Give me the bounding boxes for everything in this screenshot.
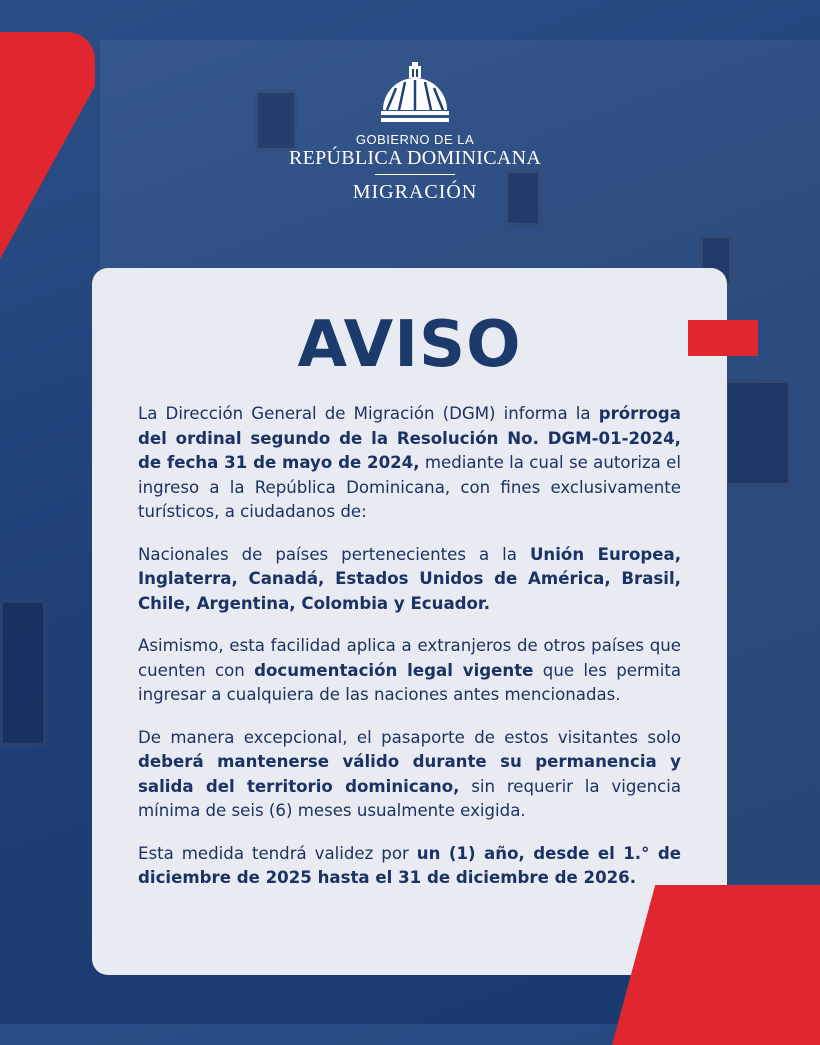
notice-title: AVISO [297, 308, 522, 382]
bold-text: deberá mantenerse válido durante su permanencia y salida del territorio dominicano, [138, 752, 681, 796]
logo-divider [375, 174, 455, 175]
background-window [725, 380, 791, 486]
notice-body [138, 402, 681, 909]
text: Asimismo, esta facilidad aplica a extranjeros de otros países que cuenten con [138, 636, 681, 680]
logo-line-republica: REPÚBLICA DOMINICANA [288, 147, 542, 169]
paragraph-other-foreigners [138, 634, 681, 708]
bold-text: documentación legal vigente [254, 660, 534, 680]
paragraph-passport [138, 726, 681, 824]
logo-line-migracion: MIGRACIÓN [352, 181, 478, 203]
paragraph-intro [138, 402, 681, 525]
bold-text: un (1) año, desde el 1.° de diciembre de 2025 hasta el 31 de diciembre de 2026. [138, 843, 681, 887]
text: De manera excepcional, el pasaporte de estos visitantes solo [138, 727, 681, 747]
text: mediante la cual se autoriza el ingreso a la República Dominicana, con fines exclusivamente turísticos, a ciudadanos de: [138, 453, 681, 521]
text: sin requerir la vigencia mínima de seis (6) meses usualmente exigida. [138, 776, 681, 820]
bold-text: Unión Europea, Inglaterra, Canadá, Estados Unidos de América, Brasil, Chile, Argentina, Colombia y Ecuador. [138, 544, 681, 613]
background-window [0, 600, 46, 746]
bold-text: prórroga del ordinal segundo de la Resolución No. DGM-01-2024, de fecha 31 de mayo de 2024, [138, 404, 681, 472]
text: que les permita ingresar a cualquiera de las naciones antes mencionadas. [138, 660, 681, 704]
red-accent-bar [688, 320, 758, 356]
text: Nacionales de países pertenecientes a la [138, 544, 530, 564]
text: La Dirección General de Migración (DGM) informa la [138, 404, 599, 423]
paragraph-validity [138, 842, 681, 891]
paragraph-countries [138, 543, 681, 617]
government-logo [270, 62, 560, 204]
text: Esta medida tendrá validez por [138, 843, 417, 863]
red-accent-shape [0, 32, 95, 332]
notice-card [92, 268, 727, 975]
dome-emblem-icon [379, 62, 451, 124]
logo-line-gobierno: GOBIERNO DE LA [355, 132, 475, 147]
